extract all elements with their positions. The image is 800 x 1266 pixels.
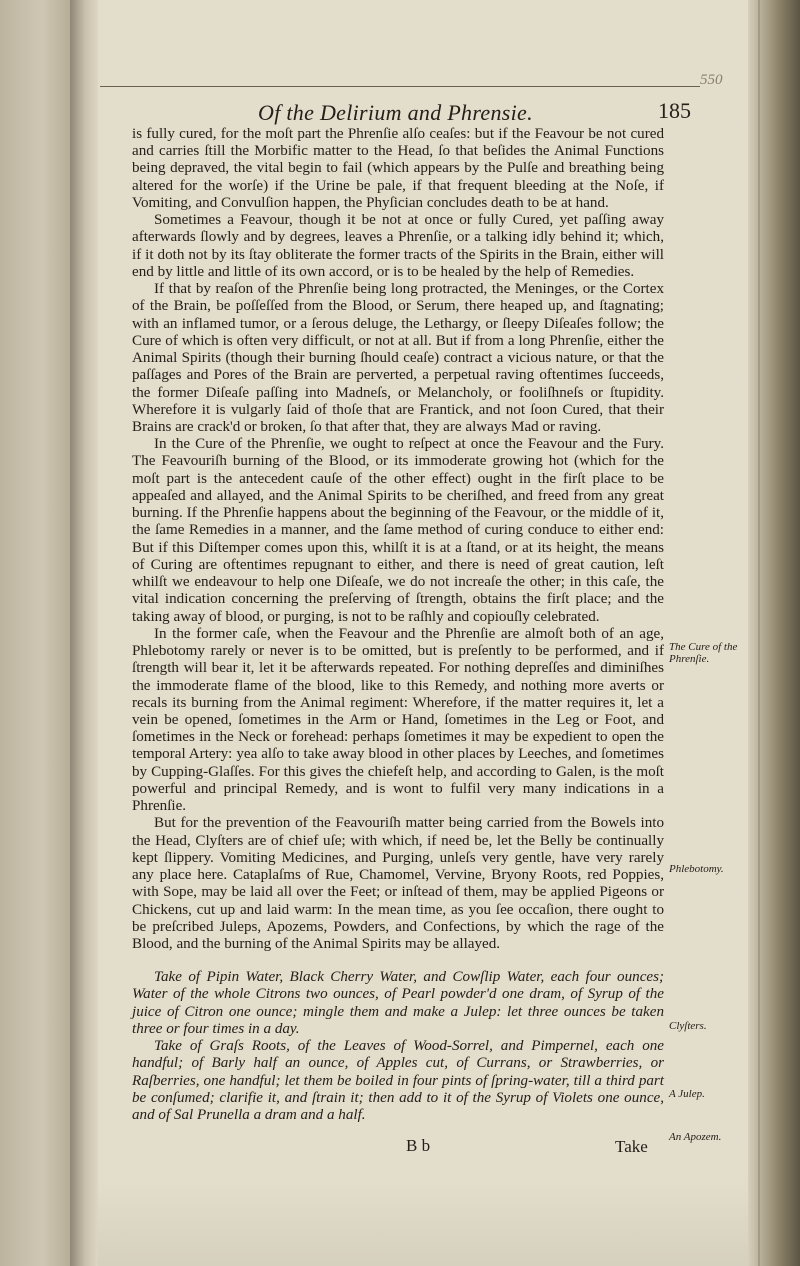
page-number: 185 (658, 98, 691, 123)
paragraph: In the Cure of the Phrenſie, we ought to reſpect at once the Feavour and the Fury. The Feavouriſh burning of the Blood, or its immoderate growing hot (which for the moſt part is the antecedent cauſe of the other effect) ought in the firſt place to be appeaſed and allayed, and the Animal Spirits to be cheriſhed, and freed from any great burning. If the Phrenſie happens about the beginning of the Feavour, or the middle of it, the ſame Remedies in a manner, and the ſame method of curing conduce to either end: But if this Diſtemper comes upon this, whilſt it is at a ſtand, or at its height, the means of Curing are oftentimes repugnant to either, and there is need of great caution, leſt whilſt we endeavour to help one Diſeaſe, we do not increaſe the other; in this caſe, the vital indication concerning the preſerving of ſtrength, obtains the firſt place; and the taking away of blood, or purging, is not to be raſhly and copiouſly celebrated. (132, 436, 664, 625)
catchword: Take (615, 1137, 648, 1156)
paragraph: Sometimes a Feavour, though it be not at once or fully Cured, yet paſſing away afterwards ſlowly and by degrees, leaves a Phrenſie, or a talking idly behind it; which, if it doth not by its ſtay obliterate the former tracts of the Spirits in the Brain, either will end by little and little of its own accord, or is to be healed by the help of Remedies. (132, 212, 664, 280)
running-head: Of the Delirium and Phrensie. (258, 100, 533, 125)
margin-note-cure: The Cure of the Phrenſie. (669, 641, 738, 665)
facing-page-edge (0, 0, 70, 1266)
book-gutter (70, 0, 98, 1266)
edge-stain (758, 0, 760, 1266)
page-edge-right (748, 0, 800, 1266)
paragraph: is fully cured, for the moſt part the Phrenſie alſo ceaſes: but if the Feavour be not cured and carries ſtill the Morbific matter to the Head, ſo that beſides the Animal Functions being depraved, the vital begin to fail (which appears by the Pulſe and breathing being altered for the worſe) if the Urine be pale, if that frequent bleeding at the Noſe, if Vomiting, and Convulſion happen, the Phyſician concludes death to be at hand. (132, 126, 664, 211)
recipe-paragraph: Take of Pipin Water, Black Cherry Water, and Cowſlip Water, each four ounces; Water of the whole Citrons two ounces, of Pearl powder'd one dram, of Syrup of the juice of Citron one ounce; mingle them and make a Julep: let three ounces be taken three or four times in a day. (132, 969, 664, 1037)
margin-note-clysters: Clyſters. (669, 1020, 707, 1032)
corner-mark: 550 (700, 72, 723, 88)
paragraph: In the former caſe, when the Feavour and the Phrenſie are almoſt both of an age, Phlebotomy rarely or never is to be omitted, but is preſently to be performed, and if ſtrength will bear it, let it be afterwards repeated. For nothing depreſſes and diminiſhes the immoderate flame of the blood, like to this Remedy, and nothing more averts or recals its burning from the Animal regiment: Wherefore, if the matter requires it, let a vein be opened, ſometimes in the Arm or Hand, ſometimes in the Leg or Foot, and ſometimes in the Neck or forehead: perhaps ſometimes it may be expedient to open the temporal Artery: yea alſo to take away blood in other places by Leeches, and ſometimes by Cupping-Glaſſes. For this gives the chiefeſt help, and according to Galen, is the moſt powerful and principal Remedy, and is wont to fulfil very many indications in a Phrenſie. (132, 625, 664, 815)
top-rule (100, 86, 700, 87)
main-text (132, 126, 664, 1124)
signature-mark: B b (406, 1136, 431, 1155)
margin-note-apozem: An Apozem. (669, 1131, 722, 1143)
margin-note-julep: A Julep. (669, 1088, 705, 1100)
recipe-paragraph: Take of Graſs Roots, of the Leaves of Wood-Sorrel, and Pimpernel, each one handful; of Barly half an ounce, of Apples cut, of Currans, or Strawberries, or Raſberries, one handful; let them be boiled in four pints of ſpring-water, till a third part be conſumed; clarifie it, and ſtrain it; then add to it of the Syrup of Violets one ounce, and of Sal Prunella a dram and a half. (132, 1038, 664, 1124)
paragraph: If that by reaſon of the Phrenſie being long protracted, the Meninges, or the Cortex of the Brain, be poſſeſſed from the Blood, or Serum, there heaped up, and ſtagnating; with an inflamed tumor, or a ſerous deluge, the Lethargy, or ſleepy Diſeaſes follow; the Cure of which is often very difficult, or not at all. But if from a long Phrenſie, either the Animal Spirits (though their burning ſhould ceaſe) contract a vicious nature, or that the paſſages and Pores of the Brain are perverted, a perpetual raving oftentimes ſucceeds, the former Diſeaſe paſſing into Madneſs, or Melancholy, or fooliſhneſs or ſtupidity. Wherefore it is vulgarly ſaid of thoſe that are Frantick, and not ſoon Cured, that their Brains are crack'd or broken, ſo that after that, they are always Mad or raving. (132, 281, 664, 435)
paragraph: But for the prevention of the Feavouriſh matter being carried from the Bowels into the Head, Clyſters are of chief uſe; with which, if need be, let the Belly be continually kept ſlippery. Vomiting Medicines, and Purging, unleſs very gentle, have very rarely any place here. Cataplaſms of Rue, Chamomel, Vervine, Bryony Roots, red Poppies, with Sope, may be laid all over the Feet; or inſtead of them, may be applied Pigeons or Chickens, cut up and laid warm: In the mean time, as you ſee occaſion, there ought to be preſcribed Juleps, Apozems, Powders, and Confections, by which the rage of the Blood, and the burning of the Animal Spirits may be allayed. (132, 815, 664, 953)
margin-note-phlebotomy: Phlebotomy. (669, 863, 724, 875)
page-shadow (98, 1180, 748, 1266)
